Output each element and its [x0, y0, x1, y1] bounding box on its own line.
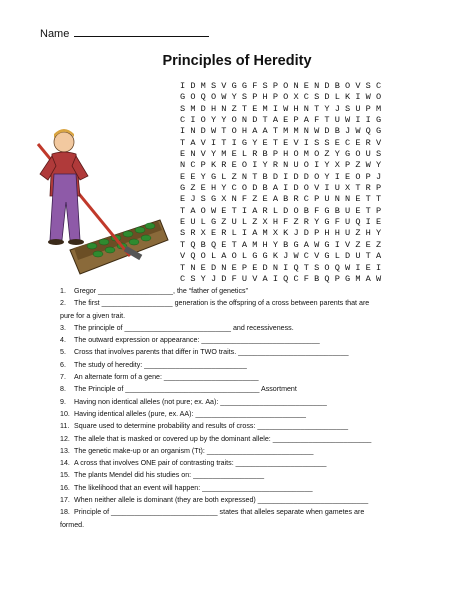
question-text: The first __________________ generation is the offspring of a cross between parents that are: [74, 299, 370, 308]
question-item[interactable]: [60, 285, 465, 297]
question-item[interactable]: [60, 383, 465, 395]
grid-row[interactable]: C S Y J D F U V A I Q C F B Q P G M A W: [180, 273, 382, 284]
grid-row[interactable]: S M D H N Z T E M I W H N T Y J S U P M: [180, 103, 382, 114]
question-number: 1.: [60, 287, 66, 295]
question-item[interactable]: [60, 396, 465, 408]
question-list: [60, 285, 465, 531]
grid-row[interactable]: T A O W E T I A R L D O B F G B U E T P: [180, 205, 382, 216]
question-number: 15.: [60, 471, 70, 480]
question-continuation: formed.: [60, 520, 85, 529]
question-number: 13.: [60, 446, 70, 455]
grid-row[interactable]: E N V Y M E L R B P H O M O Z Y G O U S: [180, 149, 382, 160]
question-item[interactable]: [60, 346, 465, 358]
grid-row[interactable]: G Z E H Y C O D B A I D O V I U X T R P: [180, 183, 382, 194]
question-number: 11.: [60, 422, 70, 431]
question-item[interactable]: [60, 322, 465, 334]
question-number: 4.: [60, 336, 66, 345]
question-number: 3.: [60, 323, 66, 332]
question-continuation: pure for a given trait.: [60, 311, 126, 320]
question-number: 6.: [60, 360, 66, 369]
farmer-illustration: [30, 122, 170, 282]
question-item[interactable]: [60, 433, 465, 445]
question-text: Principle of ___________________________ states that alleles separate when gametes are: [74, 508, 365, 517]
question-text: Having identical alleles (pure, ex. AA): ____________________________: [74, 409, 306, 418]
grid-row[interactable]: I D M S V G G F S P O N E N D B O V S C: [180, 81, 382, 91]
question-number: 2.: [60, 299, 66, 308]
name-field[interactable]: [40, 26, 209, 40]
question-number: 16.: [60, 483, 70, 492]
grid-row[interactable]: T N E D N E P E D N I Q T S O Q W I E I: [180, 262, 382, 273]
page-title: Principles of Heredity: [162, 53, 312, 69]
question-item[interactable]: [60, 359, 465, 371]
question-text: The plants Mendel did his studies on: __________________: [74, 471, 265, 480]
question-item[interactable]: [60, 469, 465, 481]
grid-row[interactable]: E E Y G L Z N T B D I D D O Y I E O P J: [180, 171, 382, 182]
question-item[interactable]: [60, 506, 465, 518]
question-text: Cross that involves parents that differ in TWO traits. ____________________________: [74, 348, 349, 357]
question-text: The Principle of __________________________________ Assortment: [74, 385, 297, 394]
question-number: 17.: [60, 496, 70, 505]
grid-row[interactable]: V Q O L A O L G G K J W C V G L D U T A: [180, 251, 382, 262]
grid-row[interactable]: C I O Y Y O N D T A E P A F T U W I I G: [180, 115, 382, 126]
question-text: The likelihood that an event will happen: ____________________________: [74, 483, 313, 492]
question-text: The study of heredity: __________________________: [74, 360, 247, 369]
question-item[interactable]: [60, 408, 465, 420]
question-text: An alternate form of a gene: ________________________: [74, 373, 259, 382]
question-item[interactable]: [60, 297, 465, 309]
question-text: Having non identical alleles (not pure; ex. Aa): ___________________________: [74, 397, 327, 406]
question-item[interactable]: [60, 334, 465, 346]
question-number: 9.: [60, 397, 66, 406]
question-text: When neither allele is dominant (they are both expressed) ____________________________: [74, 496, 369, 505]
question-text: The outward expression or appearance: ______________________________: [74, 336, 320, 345]
question-item[interactable]: [60, 420, 465, 432]
grid-row[interactable]: T A V I T I G Y E T E V I S S E C E R V: [180, 137, 382, 148]
question-number: 5.: [60, 348, 66, 357]
question-number: 10.: [60, 409, 70, 418]
word-search-grid[interactable]: [180, 81, 381, 285]
question-text: Square used to determine probability and results of cross: _______________________: [74, 422, 349, 431]
question-item[interactable]: [60, 494, 465, 506]
question-number: 8.: [60, 385, 66, 394]
question-item[interactable]: [60, 457, 465, 469]
question-item[interactable]: [60, 445, 465, 457]
question-text: The genetic make-up or an organism (Tt): ___________________________: [74, 446, 314, 455]
grid-row[interactable]: T Q B Q E T A M H Y B G A W G I V Z E Z: [180, 239, 382, 250]
grid-row[interactable]: N C P K R E O I Y R N U O I Y X P Z W Y: [180, 160, 382, 171]
question-number: 12.: [60, 434, 70, 443]
grid-row[interactable]: I N D W T O H A A T M M N W D B J W Q G: [180, 126, 382, 137]
question-text: The allele that is masked or covered up by the dominant allele: _________________________: [74, 434, 372, 443]
question-text: A cross that involves ONE pair of contrasting traits: _______________________: [74, 459, 327, 468]
grid-row[interactable]: E J S G X N F Z E A B R C P U N N E T T: [180, 194, 382, 205]
question-item[interactable]: [60, 371, 465, 383]
question-item[interactable]: [60, 482, 465, 494]
question-text: The principle of ___________________________ and recessiveness.: [74, 323, 294, 332]
question-text: Gregor ___________________, the “father of genetics”: [74, 287, 248, 295]
name-label: Name: [40, 28, 73, 40]
question-number: 7.: [60, 373, 66, 382]
grid-row[interactable]: S R X E R L I A M X K J D P H H U Z H Y: [180, 228, 382, 239]
question-number: 18.: [60, 508, 70, 517]
grid-row[interactable]: E U L G Z U L Z X H F Z R Y G F U Q I E: [180, 217, 382, 228]
question-number: 14.: [60, 459, 70, 468]
name-blank[interactable]: [74, 26, 209, 37]
grid-row[interactable]: G O Q O W Y S P H P O X C S D L K I W O: [180, 92, 382, 103]
